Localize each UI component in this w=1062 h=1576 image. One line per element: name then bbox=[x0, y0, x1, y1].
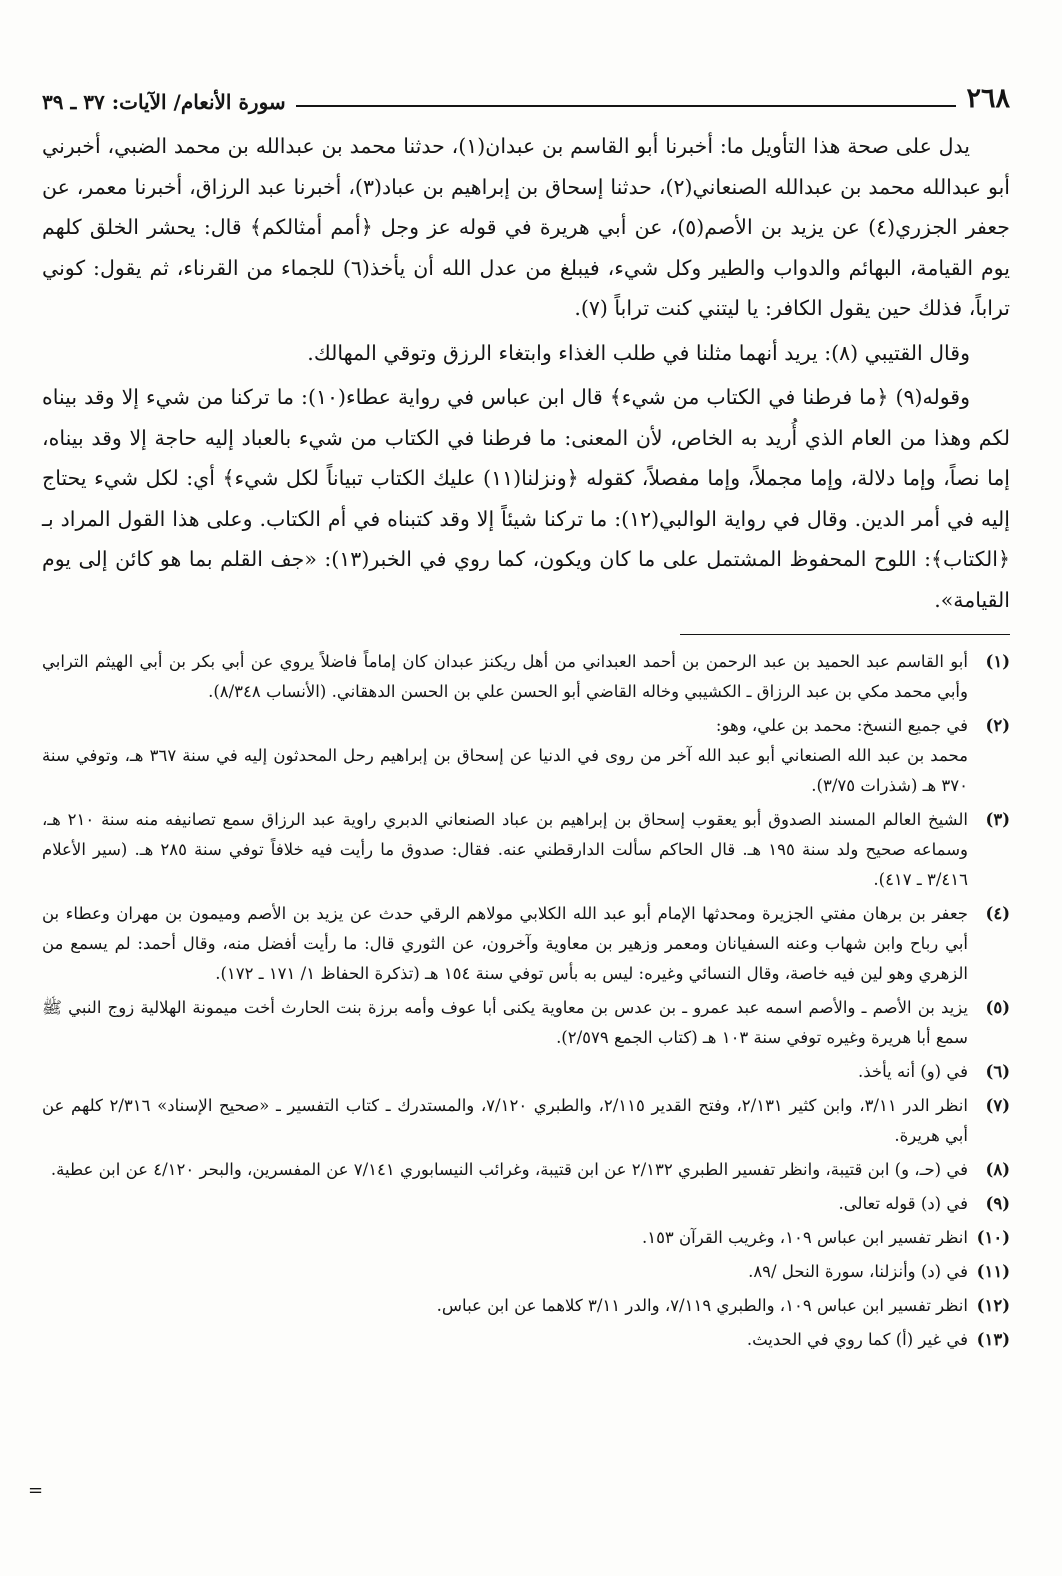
footnote bbox=[42, 1189, 1010, 1219]
footnotes bbox=[42, 647, 1010, 1355]
footnote-text: في غير (أ) كما روي في الحديث. bbox=[746, 1330, 968, 1349]
footnote-text: الشيخ العالم المسند الصدوق أبو يعقوب إسحاق بن إبراهيم بن عباد الصنعاني الدبري راوية عبد الرزاق سمع تصانيفه منه سنة ٢١٠ هـ، وسماعه صحيح ولد سنة ١٩٥ هـ. قال الحاكم سألت الدارقطني عنه. فقال: صدوق ما رأيت فيه خلافاً توفي سنة ٢٨٥ هـ. (سير الأعلام ٣/٤١٦ ـ ٤١٧). bbox=[42, 810, 969, 889]
footnote-number: (١٠) bbox=[976, 1228, 1010, 1247]
surah-label: سورة الأنعام/ الآيات: ٣٧ ـ ٣٩ bbox=[42, 90, 286, 114]
header-rule bbox=[296, 105, 957, 107]
paragraph: وقوله(٩) ﴿ما فرطنا في الكتاب من شيء﴾ قال ابن عباس في رواية عطاء(١٠): ما تركنا من شيء إلا وقد بيناه لكم وهذا من العام الذي أُريد به الخاص، لأن المعنى: ما فرطنا في الكتاب من شيء بالعباد إليه حاجة إلا وقد بيناه، إما نصاً، وإما دلالة، وإما مجملاً، وإما مفصلاً، كقوله ﴿ونزلنا(١١) عليك الكتاب تبياناً لكل شيء﴾ أي: لكل شيء يحتاج إليه في أمر الدين. وقال في رواية الوالبي(١٢): ما تركنا شيئاً إلا وقد كتبناه في أم الكتاب. وعلى هذا القول المراد بـ ﴿الكتاب﴾: اللوح المحفوظ المشتمل على ما كان ويكون، كما روي في الخبر(١٣): «جف القلم بما هو كائن إلى يوم القيامة». bbox=[42, 385, 1010, 612]
footnote bbox=[42, 647, 1010, 707]
footnote-number: (٦) bbox=[985, 1062, 1010, 1081]
footnote-number: (٢) bbox=[985, 716, 1010, 735]
footnote bbox=[42, 1291, 1010, 1321]
main-text bbox=[42, 126, 1010, 620]
footnote-number: (٨) bbox=[985, 1160, 1010, 1179]
footnote bbox=[42, 1091, 1010, 1151]
footnote bbox=[42, 1155, 1010, 1185]
footnote-number: (١) bbox=[985, 652, 1010, 671]
footnote bbox=[42, 805, 1010, 895]
footnote-number: (٧) bbox=[985, 1096, 1010, 1115]
footnote bbox=[42, 993, 1010, 1053]
footnote-number: (١١) bbox=[976, 1262, 1010, 1281]
footnote-text: يزيد بن الأصم ـ والأصم اسمه عبد عمرو ـ بن عدس بن معاوية يكنى أبا عوف وأمه برزة بنت الحارث أخت ميمونة الهلالية زوج النبي ﷺ سمع أبا هريرة وغيره توفي سنة ١٠٣ هـ (كتاب الجمع ٢/٥٧٩). bbox=[42, 998, 968, 1047]
footnote-text: انظر تفسير ابن عباس ١٠٩، والطبري ٧/١١٩، والدر ٣/١١ كلاهما عن ابن عباس. bbox=[436, 1296, 968, 1315]
footnote-text: جعفر بن برهان مفتي الجزيرة ومحدثها الإمام أبو عبد الله الكلابي مولاهم الرقي حدث عن يزيد بن الأصم وميمون بن مهران وعطاء بن أبي رباح وابن شهاب وعنه السفيانان ومعمر وزهير بن معاوية وآخرون، عن الثوري قال: ما رأيت أفضل منه، وقال أحمد: لم يسمع من الزهري وهو لين فيه خاصة، وقال النسائي وغيره: ليس به بأس توفي سنة ١٥٤ هـ (تذكرة الحفاظ ١/ ١٧١ ـ ١٧٢). bbox=[42, 904, 968, 983]
footnote-number: (٤) bbox=[985, 904, 1010, 923]
footnote-text: في (د) قوله تعالى. bbox=[838, 1194, 968, 1213]
footnote bbox=[42, 1223, 1010, 1253]
footnote bbox=[42, 1057, 1010, 1087]
footnote bbox=[42, 711, 1010, 801]
footnote-text: انظر تفسير ابن عباس ١٠٩، وغريب القرآن ١٥٣. bbox=[641, 1228, 968, 1247]
footnote-text: انظر الدر ٣/١١، وابن كثير ٢/١٣١، وفتح القدير ٢/١١٥، والطبري ٧/١٢٠، والمستدرك ـ كتاب التفسير ـ «صحيح الإسناد» ٢/٣١٦ كلهم عن أبي هريرة. bbox=[42, 1096, 968, 1145]
paragraph: يدل على صحة هذا التأويل ما: أخبرنا أبو القاسم بن عبدان(١)، حدثنا محمد بن عبدالله بن محمد الضبي، أخبرني أبو عبدالله محمد بن عبدالله الصنعاني(٢)، حدثنا إسحاق بن إبراهيم بن عباد(٣)، أخبرنا عبد الرزاق، أخبرنا معمر، عن جعفر الجزري(٤) عن يزيد بن الأصم(٥)، عن أبي هريرة في قوله عز وجل ﴿أمم أمثالكم﴾ قال: يحشر الخلق كلهم يوم القيامة، البهائم والدواب والطير وكل شيء، فيبلغ من عدل الله أن يأخذ(٦) للجماء من القرناء، ثم يقول: كوني تراباً، فذلك حين يقول الكافر: يا ليتني كنت تراباً (٧). bbox=[42, 134, 1010, 320]
footnote-number: (٣) bbox=[985, 810, 1010, 829]
page-number: ٢٦٨ bbox=[966, 83, 1010, 114]
footnote-text: في (د) وأنزلنا، سورة النحل /٨٩. bbox=[748, 1262, 968, 1281]
footnote-text: في (و) أنه يأخذ. bbox=[858, 1062, 968, 1081]
footnote-number: (١٢) bbox=[976, 1296, 1010, 1315]
page-content bbox=[42, 78, 1010, 1359]
footnote-number: (١٣) bbox=[976, 1330, 1010, 1349]
footnote-text bbox=[42, 711, 968, 801]
footnote-text: أبو القاسم عبد الحميد بن عبد الرحمن بن أحمد العبداني من أهل ريكنز عبدان كان إماماً فاضلاً يروي عن أبي بكر بن أبي الهيثم الترابي وأبي محمد مكي بن عبد الرزاق ـ الكشيبي وخاله القاضي أبو الحسن علي بن الحسن الدهقاني. (الأنساب ٨/٣٤٨). bbox=[42, 652, 968, 701]
paragraph: وقال القتيبي (٨): يريد أنهما مثلنا في طلب الغذاء وابتغاء الرزق وتوقي المهالك. bbox=[307, 340, 970, 365]
footnote bbox=[42, 1257, 1010, 1287]
margin-mark: = bbox=[28, 1480, 44, 1501]
footnote-text-line: في جميع النسخ: محمد بن علي، وهو: bbox=[715, 716, 968, 735]
footnote bbox=[42, 1325, 1010, 1355]
footnote bbox=[42, 899, 1010, 989]
footnote-number: (٩) bbox=[985, 1194, 1010, 1213]
footnote-text: في (حـ، و) ابن قتيبة، وانظر تفسير الطبري ٢/١٣٢ عن ابن قتيبة، وغرائب النيسابوري ٧/١٤١ عن المفسرين، والبحر ٤/١٢٠ عن ابن عطية. bbox=[50, 1160, 968, 1179]
footnote-text-continuation: محمد بن عبد الله الصنعاني أبو عبد الله آخر من روى في الدنيا عن إسحاق بن إبراهيم رحل المحدثون إليه في سنة ٣٦٧ هـ، وتوفي سنة ٣٧٠ هـ (شذرات ٣/٧٥). bbox=[42, 746, 968, 795]
running-header bbox=[42, 78, 1010, 112]
footnote-separator bbox=[680, 634, 1010, 635]
footnote-number: (٥) bbox=[985, 998, 1010, 1017]
